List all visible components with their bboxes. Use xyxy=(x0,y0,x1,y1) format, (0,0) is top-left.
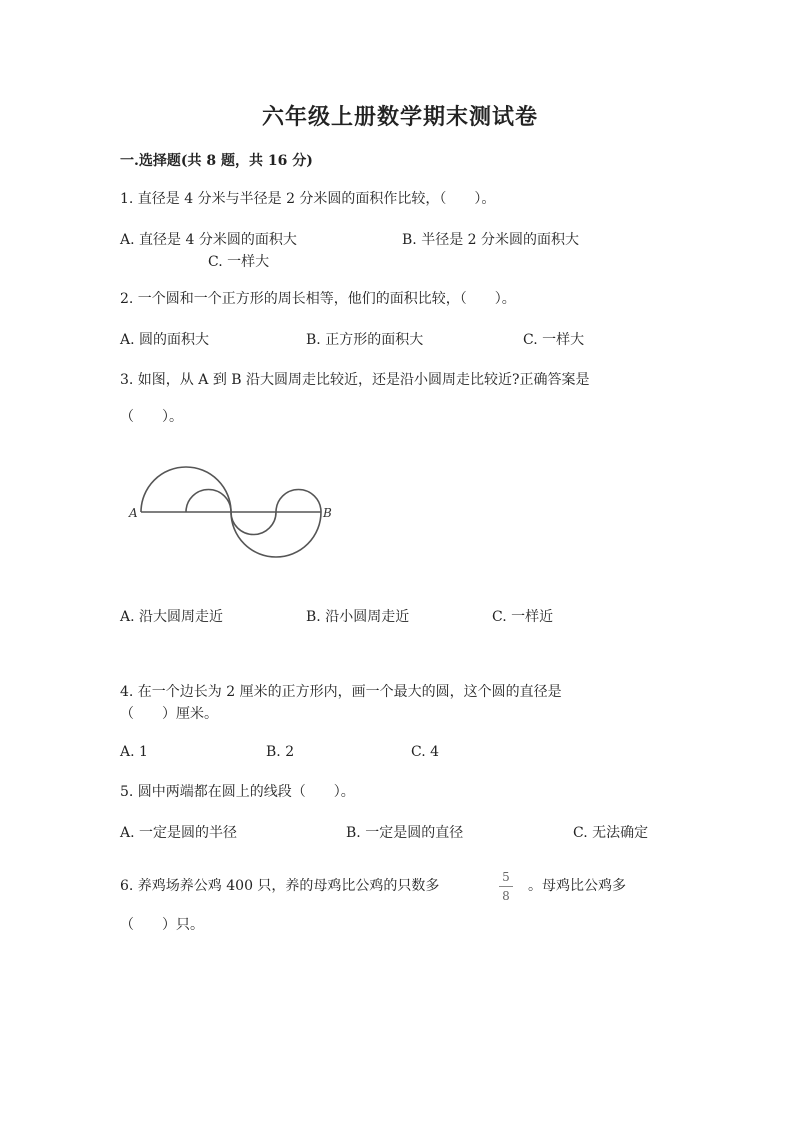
fraction-numerator: 5 xyxy=(502,870,510,884)
question-4-option-c: C. 4 xyxy=(411,744,440,760)
question-2-option-b: B. 正方形的面积大 xyxy=(306,332,424,348)
question-4-stem: 4. 在一个边长为 2 厘米的正方形内，画一个最大的圆，这个圆的直径是 xyxy=(120,684,562,700)
question-1-option-b: B. 半径是 2 分米圆的面积大 xyxy=(402,232,579,248)
question-5-option-b: B. 一定是圆的直径 xyxy=(346,825,464,841)
question-3-option-b: B. 沿小圆周走近 xyxy=(306,609,410,625)
question-3-stem-line2: （ ）。 xyxy=(120,409,183,425)
fraction-five-eighths xyxy=(498,870,514,903)
question-3-option-a: A. 沿大圆周走近 xyxy=(120,609,224,625)
question-6-stem-line2: （ ）只。 xyxy=(120,917,204,933)
question-4-option-b: B. 2 xyxy=(266,744,295,760)
question-2-option-c: C. 一样大 xyxy=(523,332,585,348)
question-3-option-c: C. 一样近 xyxy=(492,609,554,625)
question-1-option-a: A. 直径是 4 分米圆的面积大 xyxy=(120,232,297,248)
question-5-option-a: A. 一定是圆的半径 xyxy=(120,825,238,841)
page-title: 六年级上册数学期末测试卷 xyxy=(261,104,538,130)
question-5-stem: 5. 圆中两端都在圆上的线段（ ）。 xyxy=(120,784,355,800)
circles-path-figure xyxy=(125,460,345,574)
question-1-option-c: C. 一样大 xyxy=(208,254,270,270)
question-4-stem-line2: （ ）厘米。 xyxy=(120,706,218,722)
point-b-label: B xyxy=(323,506,332,520)
question-5-option-c: C. 无法确定 xyxy=(573,825,649,841)
question-4-option-a: A. 1 xyxy=(120,744,148,760)
question-6-stem: 6. 养鸡场养公鸡 400 只，养的母鸡比公鸡的只数多 xyxy=(120,878,440,894)
question-3-stem: 3. 如图，从 A 到 B 沿大圆周走比较近，还是沿小圆周走比较近?正确答案是 xyxy=(120,372,590,388)
fraction-bar xyxy=(499,886,513,887)
section-heading: 一.选择题(共 8 题，共 16 分) xyxy=(120,153,313,169)
fraction-denominator: 8 xyxy=(502,889,510,903)
question-1-stem: 1. 直径是 4 分米与半径是 2 分米圆的面积作比较，（ ）。 xyxy=(120,191,496,207)
question-6-stem-after: 。母鸡比公鸡多 xyxy=(528,878,626,894)
question-2-stem: 2. 一个圆和一个正方形的周长相等，他们的面积比较，（ ）。 xyxy=(120,291,516,307)
question-2-option-a: A. 圆的面积大 xyxy=(120,332,210,348)
point-a-label: A xyxy=(129,506,138,520)
